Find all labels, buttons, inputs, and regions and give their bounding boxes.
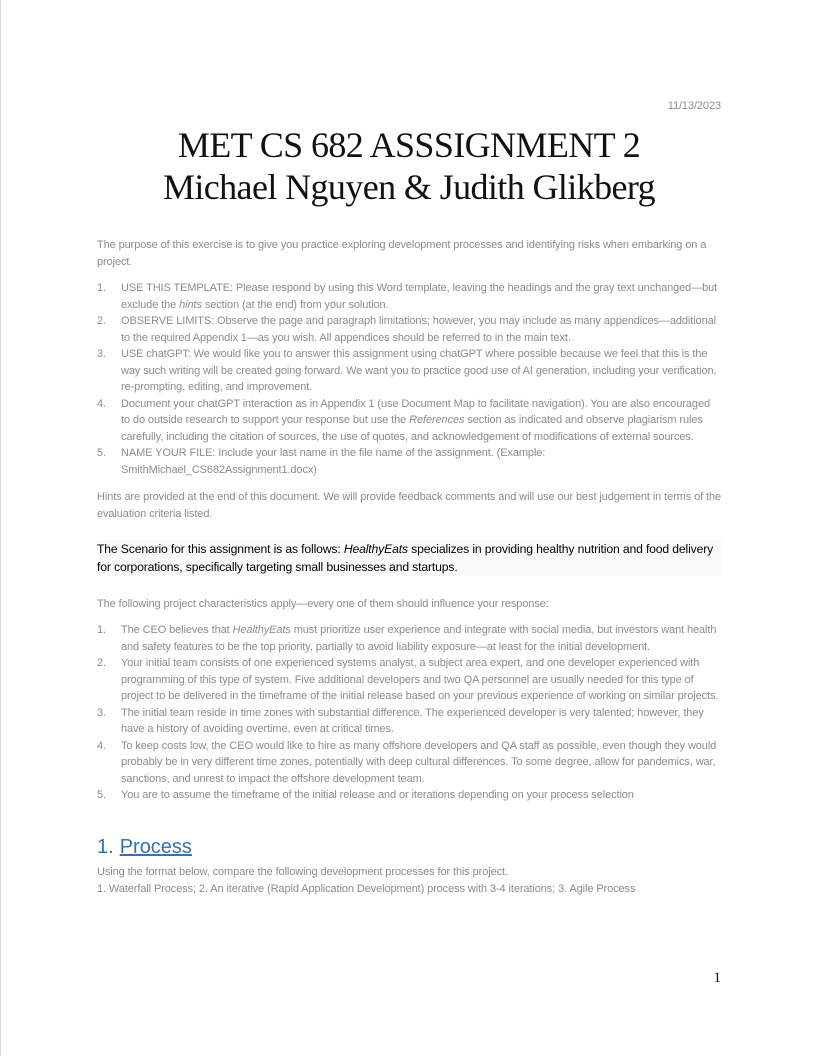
list-item: 2. OBSERVE LIMITS: Observe the page and paragraph limitations; however, you may include as many appendices—additional to the required Appendix 1—as you wish. All appendices should be referred to in the main text. [97, 315, 716, 344]
hints-paragraph: Hints are provided at the end of this document. We will provide feedback comments and will use our best judgement in terms of the evaluation criteria listed. [97, 491, 722, 520]
list-item: 3. USE chatGPT: We would like you to answer this assignment using chatGPT where possible because we feel that this is the way such writing will be created going forward. We want you to practice good use of AI generation, including your verification, re-prompting, editing, and improvement. [97, 348, 717, 393]
page-number: 1 [713, 970, 721, 986]
list-item: 4. To keep costs low, the CEO would like to hire as many offshore developers and QA staff as possible, even though they would probably be in very different time zones, potentially with deep cultural differences. To some degree, allow for pandemics, war, sanctions, and unrest to impact the offshore development team. [97, 739, 717, 785]
purpose-paragraph: The purpose of this exercise is to give you practice exploring development processes and identifying risks when embarking on a project. [97, 239, 707, 268]
list-item: 5. You are to assume the timeframe of the initial release and or iterations depending on your process selection [97, 789, 634, 801]
title-line-2: Michael Nguyen & Judith Glikberg [162, 167, 656, 207]
instructions-list [97, 280, 721, 478]
characteristics-intro: The following project characteristics apply—every one of them should influence your response: [97, 598, 549, 610]
process-instructions [97, 864, 721, 897]
section-title: Process [119, 836, 192, 858]
list-item: 1. USE THIS TEMPLATE: Please respond by using this Word template, leaving the headings and the gray text unchanged—but exclude the hints section (at the end) from your solution. [97, 282, 718, 311]
list-item: 2. Your initial team consists of one experienced systems analyst, a subject area expert, and one developer experienced with programming of this type of system. Five additional developers and two QA personnel are usually needed for this type of project to be delivered in the timeframe of the initial release based on your previous experience of working on similar projects. [97, 657, 719, 702]
process-line-1: Using the format below, compare the following development processes for this project. [97, 866, 508, 878]
scenario-paragraph: The Scenario for this assignment is as follows: HealthyEats specializes in providing healthy nutrition and food delivery for corporations, specifically targeting small businesses and startups. [97, 540, 723, 576]
company-name: HealthyEats [343, 542, 408, 556]
list-item: 3. The initial team reside in time zones with substantial difference. The experienced developer is very talented; however, they have a history of avoiding overtime, even at critical times. [97, 706, 704, 735]
section-heading-process [97, 836, 192, 859]
document-title [97, 124, 721, 208]
list-item: 5. NAME YOUR FILE: Include your last name in the file name of the assignment. (Example: SmithMichael_CS682Assignment1.docx) [97, 447, 546, 476]
title-line-1: MET CS 682 ASSSIGNMENT 2 [177, 125, 641, 165]
process-line-2: 1. Waterfall Process; 2. An iterative (Rapid Application Development) process with 3-4 iterations; 3. Agile Process [97, 882, 636, 895]
document-date: 11/13/2023 [667, 100, 721, 112]
list-item: 4. Document your chatGPT interaction as in Appendix 1 (use Document Map to facilitate navigation). You are also encouraged to do outside research to support your response but use the References section as indicated and observe plagiarism rules carefully, including the citation of sources, the use of quotes, and acknowledgement of modifications of external sources. [97, 397, 710, 443]
list-item: 1. The CEO believes that HealthyEats must prioritize user experience and integrate with social media, but investors want health and safety features to be the top priority, partially to avoid liability exposure—at least for the initial development. [97, 624, 717, 653]
section-number: 1. [97, 836, 114, 858]
page-left-border [0, 0, 1, 1056]
characteristics-list [97, 622, 721, 804]
